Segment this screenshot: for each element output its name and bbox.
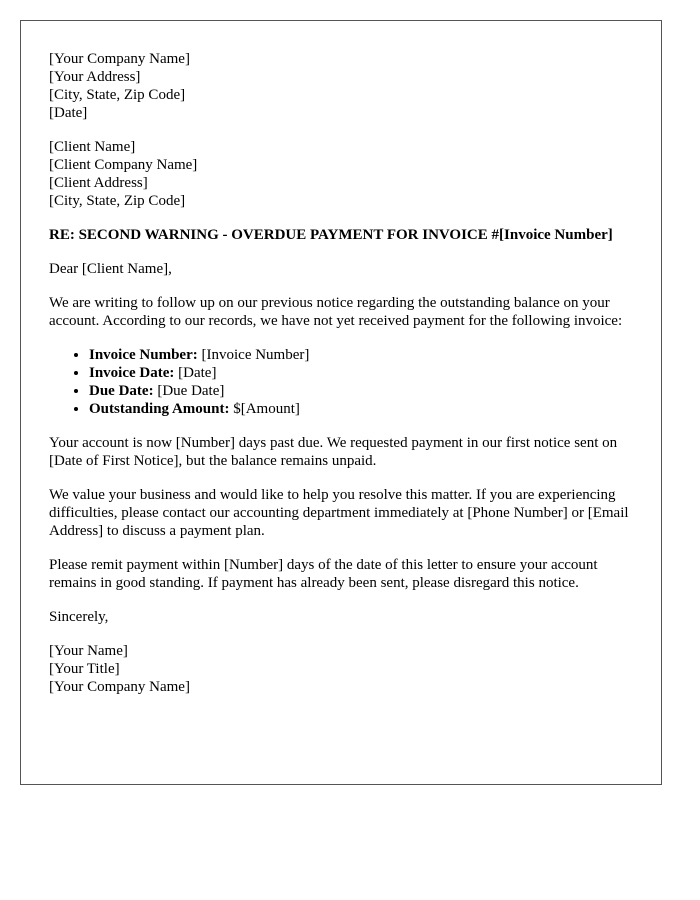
detail-label: Invoice Number: [89, 347, 198, 363]
signature-title: [Your Title] [49, 661, 120, 677]
signature-company: [Your Company Name] [49, 679, 190, 695]
sender-city-state-zip: [City, State, Zip Code] [49, 87, 186, 103]
list-item [89, 382, 633, 400]
detail-label: Invoice Date: [89, 365, 175, 381]
list-item [89, 400, 633, 418]
support-paragraph: We value your business and would like to help you resolve this matter. If you are experiencing difficulties, please contact our accounting department immediately at [Phone Number] or [Email Address] to discuss a payment plan. [49, 487, 629, 539]
sender-company: [Your Company Name] [49, 51, 190, 67]
detail-value: $[Amount] [233, 401, 300, 417]
subject-line: RE: SECOND WARNING - OVERDUE PAYMENT FOR INVOICE #[Invoice Number] [49, 227, 613, 243]
past-due-paragraph: Your account is now [Number] days past due. We requested payment in our first notice sent on [Date of First Notice], but the balance remains unpaid. [49, 435, 618, 469]
invoice-details-list [49, 346, 633, 418]
sender-address-block [49, 50, 633, 122]
recipient-address-block [49, 138, 633, 210]
recipient-name: [Client Name] [49, 139, 136, 155]
list-item [89, 364, 633, 382]
sender-address: [Your Address] [49, 69, 141, 85]
detail-label: Due Date: [89, 383, 154, 399]
recipient-company: [Client Company Name] [49, 157, 198, 173]
detail-value: [Date] [178, 365, 217, 381]
salutation: Dear [Client Name], [49, 261, 172, 277]
closing: Sincerely, [49, 609, 109, 625]
detail-label: Outstanding Amount: [89, 401, 230, 417]
letter-page [20, 20, 662, 785]
intro-paragraph: We are writing to follow up on our previous notice regarding the outstanding balance on your account. According to our records, we have not yet received payment for the following invoice: [49, 295, 623, 329]
letter-date: [Date] [49, 105, 88, 121]
list-item [89, 346, 633, 364]
signature-name: [Your Name] [49, 643, 128, 659]
detail-value: [Invoice Number] [201, 347, 310, 363]
signature-block [49, 642, 633, 696]
recipient-city-state-zip: [City, State, Zip Code] [49, 193, 186, 209]
remit-paragraph: Please remit payment within [Number] days of the date of this letter to ensure your account remains in good standing. If payment has already been sent, please disregard this notice. [49, 557, 598, 591]
recipient-address: [Client Address] [49, 175, 148, 191]
detail-value: [Due Date] [157, 383, 225, 399]
